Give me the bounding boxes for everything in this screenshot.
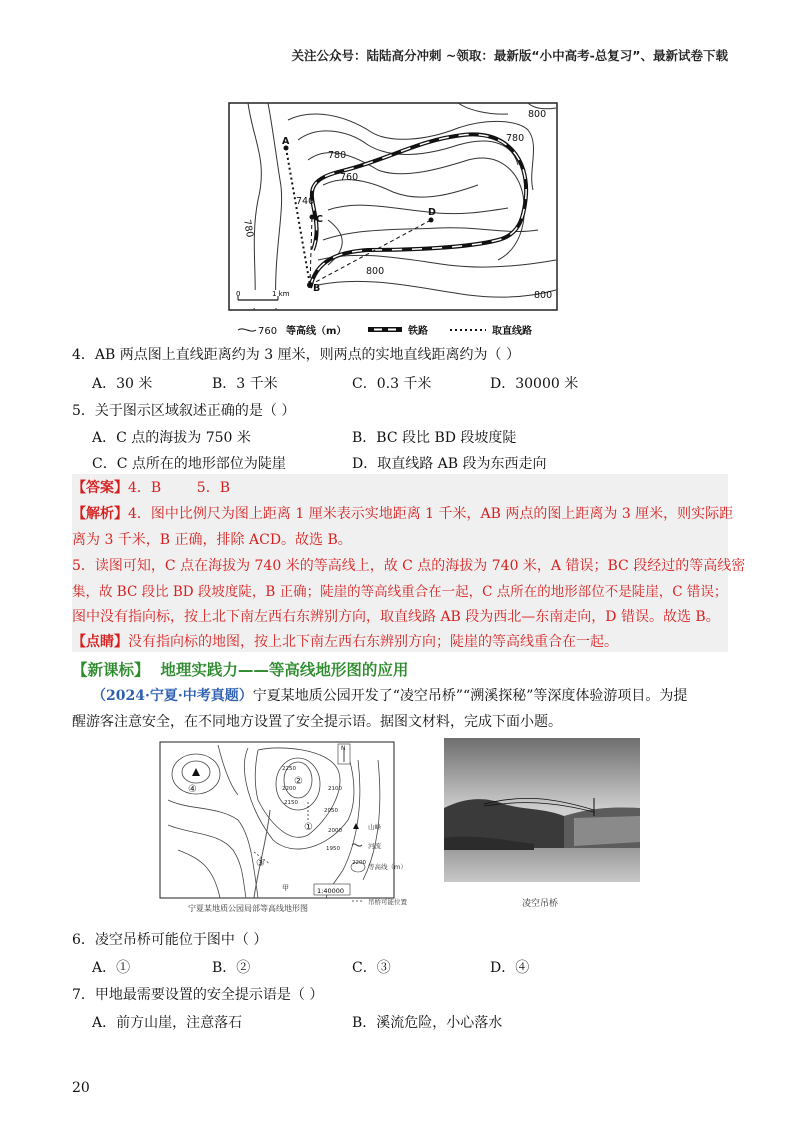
- question-6-stem: 6．凌空吊桥可能位于图中（ ）: [72, 932, 268, 948]
- page-number: 20: [72, 1080, 90, 1096]
- question-4-option-a: A．30 米: [92, 376, 153, 392]
- contour-label: 780: [241, 218, 256, 239]
- svg-text:④: ④: [188, 784, 197, 795]
- answer-tag: 【答案】: [72, 480, 128, 496]
- section-heading: [72, 658, 408, 680]
- svg-text:铁路: 铁路: [408, 326, 428, 337]
- svg-text:1 km: 1 km: [272, 290, 290, 298]
- svg-text:2150: 2150: [284, 800, 298, 806]
- intro-line-2: 醒游客注意安全，在不同地方设置了安全提示语。据图文材料，完成下面小题。: [72, 714, 562, 730]
- analysis-line-1: 【解析】4．图中比例尺为图上距离 1 厘米表示实地距离 1 千米，AB 两点的图上距离为 3 厘米，则实际距: [72, 506, 734, 522]
- tip-line: 【点睛】没有指向标的地图，按上北下南左西右东辨别方向；陡崖的等高线重合在一起。: [72, 634, 618, 650]
- photo-caption: 凌空吊桥: [522, 899, 559, 909]
- point-label-d: D: [428, 207, 436, 218]
- analysis-line-4: 集，故 BC 段比 BD 段坡度陡，B 正确；陡崖的等高线重合在一起，C 点所在的地形部位不是陡崖，C 错误；: [72, 584, 728, 600]
- svg-text:甲: 甲: [282, 884, 289, 892]
- svg-text:760: 760: [258, 326, 278, 337]
- svg-text:③: ③: [256, 858, 265, 869]
- svg-text:2250: 2250: [282, 766, 296, 772]
- svg-text:2200: 2200: [282, 786, 296, 792]
- question-4-option-d: D．30000 米: [490, 376, 579, 392]
- contour-label: 800: [528, 109, 547, 120]
- question-5-option-a: A．C 点的海拔为 750 米: [92, 430, 251, 446]
- intro-line-1: （2024·宁夏·中考真题）宁夏某地质公园开发了“凌空吊桥”“溯溪探秘”等深度体验游项目。为提: [92, 688, 688, 704]
- contour-label: 780: [506, 133, 525, 144]
- svg-text:0: 0: [236, 290, 241, 298]
- point-label-c: C: [316, 214, 323, 225]
- question-5-option-c: C．C 点所在的地形部位为陡崖: [92, 456, 286, 472]
- question-6-option-a: A．①: [92, 960, 131, 976]
- section-tag: 【新课标】: [72, 661, 150, 679]
- question-4-option-b: B．3 千米: [212, 376, 278, 392]
- contour-label: 740: [296, 196, 315, 207]
- question-4-stem: 4．AB 两点图上直线距离约为 3 厘米，则两点的实地直线距离约为（ ）: [72, 347, 521, 363]
- geopark-map: [158, 740, 407, 916]
- svg-text:②: ②: [294, 776, 303, 787]
- page-header: 关注公众号：陆陆高分冲刺 ~领取：最新版“小中高考-总复习”、最新试卷下载: [291, 48, 728, 63]
- svg-text:2000: 2000: [328, 828, 342, 834]
- answer-line: [72, 478, 230, 498]
- contour-label: 780: [328, 150, 347, 161]
- map2-scale: 1:40000: [317, 887, 345, 895]
- analysis-line-5: 图中没有指向标，按上北下南左西右东辨别方向，取直线路 AB 段为西北—东南走向，D 错误。故选 B。: [72, 609, 720, 625]
- svg-text:1950: 1950: [326, 846, 340, 852]
- question-6-option-d: D．④: [490, 960, 530, 976]
- analysis-line-2: 离为 3 千米，B 正确，排除 ACD。故选 B。: [72, 532, 352, 548]
- intro-source: （2024·宁夏·中考真题）: [92, 688, 253, 704]
- contour-map: [228, 100, 572, 340]
- point-label-a: A: [282, 136, 290, 147]
- analysis-line-3: 5．读图可知，C 点在海拔为 740 米的等高线上，故 C 点的海拔为 740 米，A 错误；BC 段经过的等高线密: [72, 558, 746, 574]
- contour-label: 800: [366, 266, 385, 277]
- question-4-option-c: C．0.3 千米: [352, 376, 432, 392]
- question-7-stem: 7．甲地最需要设置的安全提示语是（ ）: [72, 987, 324, 1003]
- svg-text:2100: 2100: [328, 786, 342, 792]
- analysis-tag: 【解析】: [72, 506, 128, 522]
- svg-text:等高线（m）: 等高线（m）: [286, 326, 347, 337]
- geopark-map-figure: [158, 740, 407, 916]
- tip-tag: 【点睛】: [72, 634, 128, 650]
- section-title: 地理实践力——等高线地形图的应用: [160, 661, 409, 679]
- svg-text:2050: 2050: [324, 808, 338, 814]
- point-label-b: B: [313, 283, 321, 294]
- question-5-stem: 5．关于图示区域叙述正确的是（ ）: [72, 403, 296, 419]
- question-6-option-b: B．②: [212, 960, 251, 976]
- map2-caption: 宁夏某地质公园局部等高线地形图: [188, 904, 308, 913]
- svg-text:N: N: [341, 745, 346, 752]
- svg-text:吊桥可能位置: 吊桥可能位置: [368, 898, 407, 906]
- contour-map-figure: [228, 100, 572, 340]
- answer-text: 4．B 5．B: [128, 480, 230, 496]
- map-legend: [238, 324, 532, 337]
- question-5-option-d: D．取直线路 AB 段为东西走向: [352, 456, 547, 472]
- svg-text:河流: 河流: [368, 842, 381, 850]
- svg-text:①: ①: [304, 822, 313, 833]
- contour-label: 760: [340, 172, 359, 183]
- question-6-option-c: C．③: [352, 960, 391, 976]
- contour-label: 800: [534, 290, 553, 301]
- svg-text:取直线路: 取直线路: [492, 326, 532, 337]
- bridge-photo: [444, 738, 640, 882]
- svg-text:山峰: 山峰: [368, 823, 381, 831]
- svg-text:等高线（m）: 等高线（m）: [368, 863, 407, 871]
- question-7-option-a: A．前方山崖，注意落石: [92, 1015, 243, 1031]
- svg-text:2200: 2200: [352, 860, 366, 866]
- question-5-option-b: B．BC 段比 BD 段坡度陡: [352, 430, 517, 446]
- question-7-option-b: B．溪流危险，小心落水: [352, 1015, 503, 1031]
